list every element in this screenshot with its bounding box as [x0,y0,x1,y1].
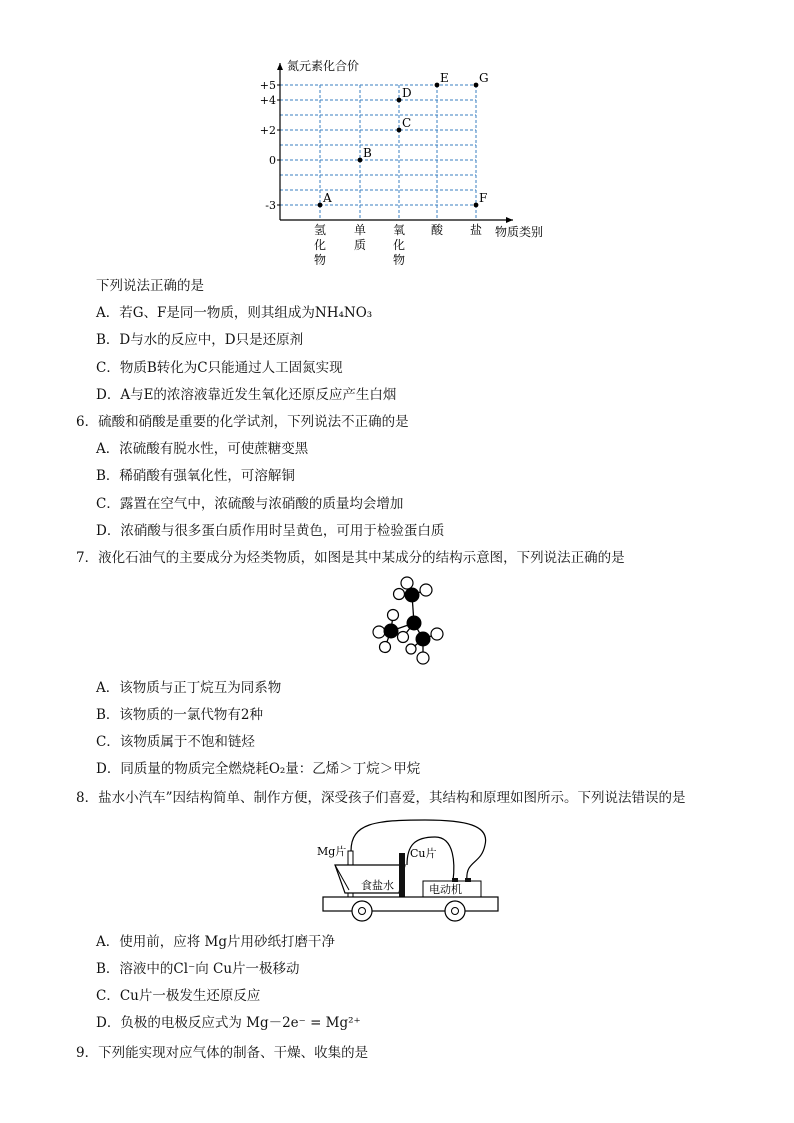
point-b [358,158,363,163]
x-tick-label: 物 [392,253,406,267]
x-axis-arrow [506,217,513,223]
x-tick-label: 氧 [392,223,406,237]
q8-stem: 8．盐水小汽车”因结构简单、制作方便，深受孩子们喜爱，其结构和原理如图所示。下列说法错误的是 [76,790,686,806]
q6-option-a: A．浓硫酸有脱水性，可使蔗糖变黑 [96,441,309,457]
q9-stem: 9．下列能实现对应气体的制备、干燥、收集的是 [76,1045,369,1061]
x-axis-label: 物质类别 [495,225,544,239]
y-tick-label: +4 [259,94,276,107]
x-tick-label: 化 [313,238,327,252]
chart-labels [260,58,543,267]
q7-option-a: A．该物质与正丁烷互为同系物 [96,680,282,696]
q5-option-a: A．若G、F是同一物质，则其组成为NH₄NO₃ [96,305,373,321]
q8-option-c: C．Cu片一极发生还原反应 [96,988,261,1004]
chart-axes [277,63,513,223]
q6-option-c: C．露置在空气中，浓硫酸与浓硝酸的质量均会增加 [96,496,404,512]
q5-option-d: D．A与E的浓溶液靠近发生氧化还原反应产生白烟 [96,387,397,403]
cu-label: Cu片 [410,847,437,860]
point-g [474,83,479,88]
y-tick-label: +2 [259,124,276,137]
q7-option-d: D．同质量的物质完全燃烧耗O₂量：乙烯＞丁烷＞甲烷 [96,761,421,777]
molecule-figure [365,573,450,668]
point-label-g: G [479,71,489,85]
salt-water-car-figure [315,815,505,925]
mg-label: Mg片 [317,845,347,858]
x-tick-label: 酸 [430,223,444,237]
point-label-f: F [479,191,488,205]
point-label-c: C [402,116,412,130]
q8-option-d: D．负极的电极反应式为 Mg－2e⁻ = Mg²⁺ [96,1015,361,1031]
y-axis-arrow [277,63,283,70]
q6-option-d: D．浓硝酸与很多蛋白质作用时呈黄色，可用于检验蛋白质 [96,523,445,539]
point-e [435,83,440,88]
x-tick-label: 质 [353,238,367,252]
point-label-a: A [323,191,332,205]
y-tick-label: -3 [265,199,276,212]
x-tick-label: 盐 [469,223,483,237]
point-a [318,203,323,208]
point-label-e: E [440,71,449,85]
chart-grid [280,85,476,220]
point-label-d: D [402,86,412,100]
point-c [397,128,402,133]
q6-option-b: B．稀硝酸有强氧化性，可溶解铜 [96,468,295,484]
y-axis-label: 氮元素化合价 [287,59,360,73]
q8-option-b: B．溶液中的Cl⁻向 Cu片一极移动 [96,961,300,977]
q8-option-a: A．使用前，应将 Mg片用砂纸打磨干净 [96,934,336,950]
y-tick-label: 0 [269,154,276,167]
solution-label: 食盐水 [361,879,394,892]
point-f [474,203,479,208]
point-label-b: B [363,146,372,160]
q5-stem: 下列说法正确的是 [96,278,204,294]
valence-chart [255,55,565,270]
motor-label: 电动机 [429,883,462,896]
point-d [397,98,402,103]
q6-stem: 6．硫酸和硝酸是重要的化学试剂，下列说法不正确的是 [76,414,409,430]
x-tick-label: 单 [353,223,367,237]
q7-option-b: B．该物质的一氯代物有2种 [96,707,264,723]
q5-option-c: C．物质B转化为C只能通过人工固氮实现 [96,360,343,376]
q7-stem: 7．液化石油气的主要成分为烃类物质，如图是其中某成分的结构示意图，下列说法正确的是 [76,550,625,566]
q5-option-b: B．D与水的反应中，D只是还原剂 [96,332,304,348]
x-tick-label: 氢 [313,223,327,237]
x-tick-label: 物 [313,253,327,267]
q7-option-c: C．该物质属于不饱和链烃 [96,734,255,750]
x-tick-label: 化 [392,238,406,252]
y-tick-label: +5 [259,79,276,92]
